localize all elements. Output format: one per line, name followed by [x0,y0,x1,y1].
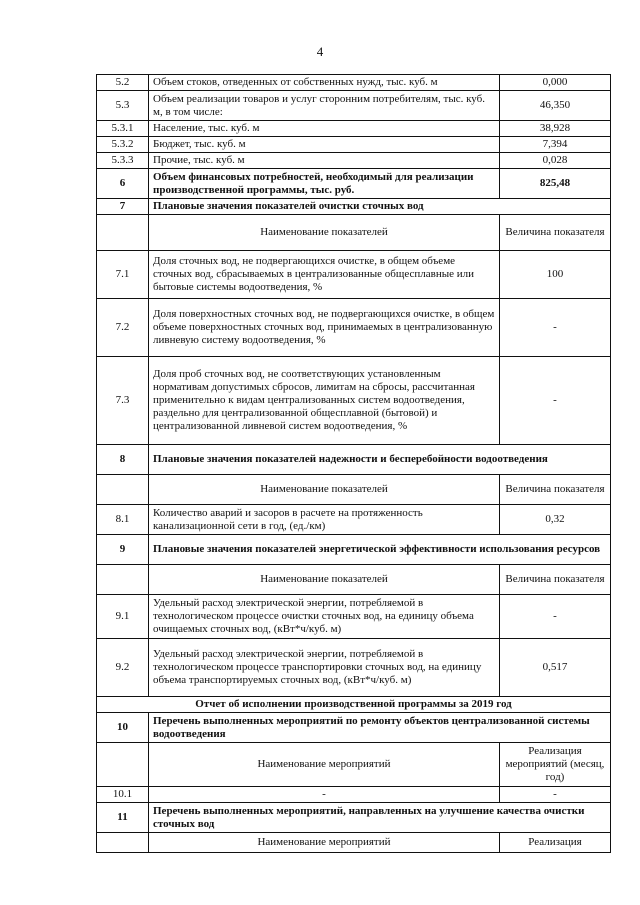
section-number: 9 [97,535,149,565]
row-value: 0,32 [500,505,611,535]
row-number: 5.3.3 [97,153,149,169]
column-header-value: Величина показателя [500,565,611,595]
row-name: Доля проб сточных вод, не соответствующих установленным нормативам допустимых сбросов, лимитам на сбросы, рассчитанная применительно к видам централизованных систем водоотведения, раздельно для централизованной общесплавной (бытовой) и централизованной ливневой систем водоотведения, % [149,357,500,445]
table-row [97,357,611,445]
row-name: Бюджет, тыс. куб. м [149,137,500,153]
row-name: Доля сточных вод, не подвергающихся очистке, в общем объеме сточных вод, сбрасываемых в централизованные общесплавные или бытовые системы водоотведения, % [149,251,500,299]
row-name: Удельный расход электрической энергии, потребляемой в технологическом процессе очистки сточных вод, на единицу объема очищаемых сточных вод, (кВт*ч/куб. м) [149,595,500,639]
row-name: Доля поверхностных сточных вод, не подвергающихся очистке, в общем объеме поверхностных сточных вод, принимаемых в централизованную ливневую систему водоотведения, % [149,299,500,357]
row-value: 0,000 [500,75,611,91]
report-title: Отчет об исполнении производственной программы за 2019 год [97,697,611,713]
section-title: Плановые значения показателей надежности и бесперебойности водоотведения [149,445,611,475]
row-value: 7,394 [500,137,611,153]
section-header-row [97,535,611,565]
section-title: Плановые значения показателей очистки сточных вод [149,199,611,215]
row-number: 10.1 [97,787,149,803]
row-number: 5.2 [97,75,149,91]
section-number: 7 [97,199,149,215]
row-number: 6 [97,169,149,199]
column-header-name: Наименование мероприятий [149,833,500,853]
row-value: 0,517 [500,639,611,697]
section-header-row [97,199,611,215]
column-header-row [97,833,611,853]
row-value: - [500,595,611,639]
row-number: 5.3.2 [97,137,149,153]
table-row [97,299,611,357]
column-header-row [97,743,611,787]
row-name: Объем финансовых потребностей, необходимый для реализации производственной программы, тыс. руб. [149,169,500,199]
section-number: 10 [97,713,149,743]
table-row [97,121,611,137]
section-number: 11 [97,803,149,833]
column-header-value: Величина показателя [500,215,611,251]
section-title: Перечень выполненных мероприятий, направленных на улучшение качества очистки сточных вод [149,803,611,833]
row-name: - [149,787,500,803]
row-value: - [500,299,611,357]
row-name: Прочие, тыс. куб. м [149,153,500,169]
row-number: 9.2 [97,639,149,697]
row-name: Объем реализации товаров и услуг сторонним потребителям, тыс. куб. м, в том числе: [149,91,500,121]
row-number: 7.3 [97,357,149,445]
column-header-value: Величина показателя [500,475,611,505]
table-row [97,153,611,169]
row-number: 7.1 [97,251,149,299]
column-header-row [97,215,611,251]
table-row [97,169,611,199]
row-value: 46,350 [500,91,611,121]
program-table [96,74,611,853]
table-row [97,75,611,91]
column-header-value: Реализация [500,833,611,853]
row-value: 38,928 [500,121,611,137]
table-row [97,251,611,299]
column-header-name: Наименование показателей [149,215,500,251]
column-header-value: Реализация мероприятий (месяц, год) [500,743,611,787]
column-header-name: Наименование показателей [149,565,500,595]
section-title: Перечень выполненных мероприятий по ремонту объектов централизованной системы водоотведения [149,713,611,743]
section-header-row [97,445,611,475]
table-row [97,91,611,121]
row-number: 7.2 [97,299,149,357]
row-value: 0,028 [500,153,611,169]
row-value: 100 [500,251,611,299]
row-name: Население, тыс. куб. м [149,121,500,137]
table-row [97,595,611,639]
row-number: 5.3 [97,91,149,121]
table-row [97,787,611,803]
row-value: - [500,787,611,803]
table-row [97,137,611,153]
row-name: Количество аварий и засоров в расчете на протяженность канализационной сети в год, (ед./км) [149,505,500,535]
section-title: Плановые значения показателей энергетической эффективности использования ресурсов [149,535,611,565]
page-number: 4 [316,44,324,59]
row-number: 8.1 [97,505,149,535]
row-value: 825,48 [500,169,611,199]
column-header-row [97,475,611,505]
row-number: 9.1 [97,595,149,639]
row-name: Объем стоков, отведенных от собственных нужд, тыс. куб. м [149,75,500,91]
table-row [97,639,611,697]
column-header-name: Наименование показателей [149,475,500,505]
row-value: - [500,357,611,445]
section-header-row [97,713,611,743]
row-number: 5.3.1 [97,121,149,137]
report-title-row [97,697,611,713]
table-row [97,505,611,535]
column-header-name: Наименование мероприятий [149,743,500,787]
column-header-row [97,565,611,595]
section-number: 8 [97,445,149,475]
section-header-row [97,803,611,833]
row-name: Удельный расход электрической энергии, потребляемой в технологическом процессе транспортировки сточных вод, на единицу объема транспортируемых сточных вод, (кВт*ч/куб. м) [149,639,500,697]
